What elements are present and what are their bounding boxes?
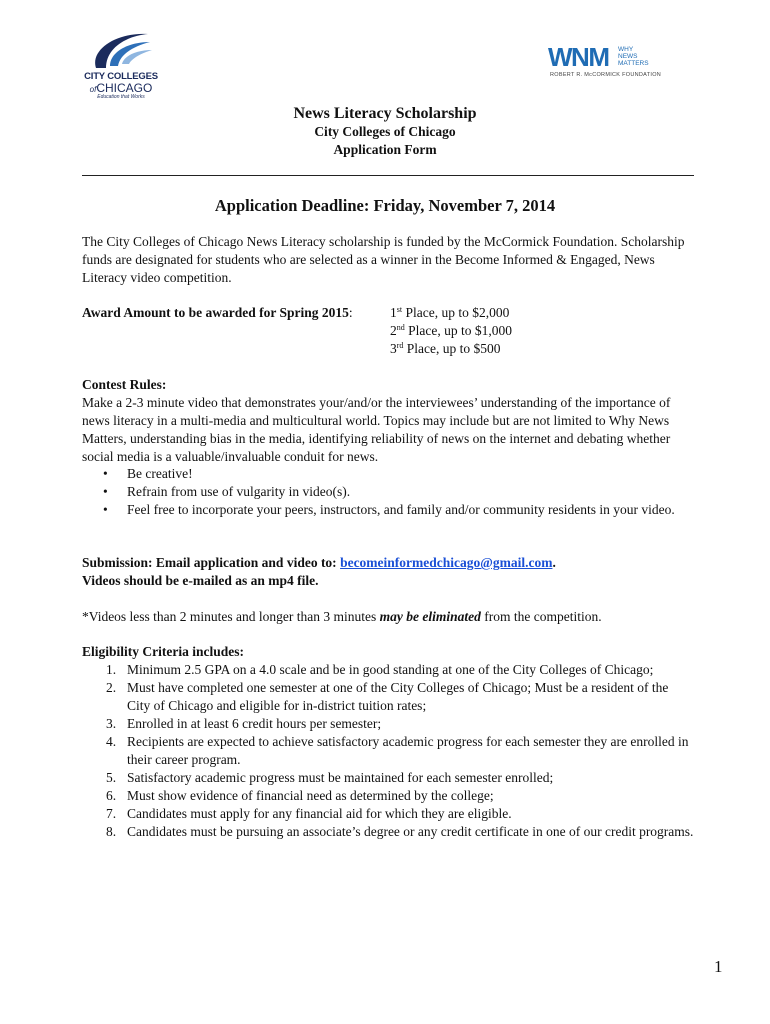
header-divider: [82, 175, 694, 176]
bullet-item: • Be creative!: [82, 465, 694, 483]
wnm-logo-foundation: ROBERT R. McCORMICK FOUNDATION: [550, 72, 662, 78]
award-label: [82, 304, 353, 322]
ccc-logo-line1: CITY COLLEGES: [84, 71, 158, 82]
ccc-logo-line2: [76, 82, 166, 94]
ccc-logo-tagline: Education that Works: [97, 93, 145, 100]
bullet-item: • Refrain from use of vulgarity in video(s).: [82, 483, 694, 501]
city-colleges-logo: [76, 28, 166, 104]
submission-suffix: .: [552, 555, 556, 570]
item-text: Recipients are expected to achieve satisfactory academic progress for each semester they are enrolled in their career program.: [127, 734, 689, 767]
award-place-3: [390, 340, 512, 358]
note-end: from the competition.: [480, 609, 602, 624]
note-start: *Videos less than 2 minutes and longer than 3 minutes: [82, 609, 380, 624]
item-text: Must have completed one semester at one of the City Colleges of Chicago; Must be a resident of the City of Chicago and eligible for in-district tuition rates;: [127, 680, 669, 713]
submission-line: [82, 554, 694, 572]
page-number: 1: [714, 957, 723, 976]
item-text: Minimum 2.5 GPA on a 4.0 scale and be in good standing at one of the City Colleges of Chicago;: [127, 662, 654, 677]
form-title: Application Form: [333, 142, 437, 157]
award-colon: :: [348, 305, 353, 320]
intro-paragraph: The City Colleges of Chicago News Literacy scholarship is funded by the McCormick Foundation. Scholarship funds are designated for students who are selected as a winner in the Become Informed & Engaged, News Literacy video competition.: [82, 234, 685, 285]
eligibility-item: [82, 679, 694, 715]
eligibility-item: [82, 787, 694, 805]
wnm-logo-letters: WNM: [548, 42, 609, 72]
eligibility-item: [82, 715, 694, 733]
contest-rules-body: Make a 2-3 minute video that demonstrates your/and/or the interviewees’ understanding of the importance of news literacy in a multi-media and multicultural world. Topics may include but are not limited to Why News Matters, understanding bias in the media, identifying reliability of news on the internet and debating whether social media is a valuable/invaluable conduit for news.: [82, 395, 671, 464]
award-place-sup: nd: [396, 323, 405, 332]
item-number: 5.: [106, 770, 117, 785]
eligibility-list: [82, 661, 694, 841]
item-number: 1.: [106, 662, 117, 677]
bullet-item: • Feel free to incorporate your peers, instructors, and family and/or community residents in your video.: [82, 501, 694, 519]
video-length-note: [82, 608, 694, 626]
wnm-logo-news: NEWS: [618, 53, 638, 60]
wnm-logo-why: WHY: [618, 46, 634, 53]
eligibility-item: [82, 805, 694, 823]
item-text: Candidates must be pursuing an associate’s degree or any credit certificate in one of our credit programs.: [127, 824, 694, 839]
item-number: 4.: [106, 734, 117, 749]
swoosh-icon: [76, 28, 166, 74]
award-place-text: Place, up to $2,000: [402, 305, 510, 320]
item-text: Enrolled in at least 6 credit hours per semester;: [127, 716, 382, 731]
application-deadline: Application Deadline: Friday, November 7, 2014: [214, 196, 556, 215]
award-place-2: [390, 322, 512, 340]
submission-format-line: Videos should be e-mailed as an mp4 file.: [82, 573, 319, 588]
page-subtitle: City Colleges of Chicago: [314, 124, 456, 139]
eligibility-item: [82, 661, 694, 679]
award-list: [390, 304, 512, 358]
wnm-logo-matters: MATTERS: [618, 60, 649, 67]
item-number: 6.: [106, 788, 117, 803]
item-number: 7.: [106, 806, 117, 821]
award-label-text: Award Amount to be awarded for Spring 2015: [82, 305, 349, 320]
item-text: Satisfactory academic progress must be maintained for each semester enrolled;: [127, 770, 554, 785]
eligibility-heading: Eligibility Criteria includes:: [82, 644, 244, 659]
item-number: 3.: [106, 716, 117, 731]
item-number: 2.: [106, 680, 117, 695]
ccc-logo-chicago: CHICAGO: [96, 80, 153, 95]
eligibility-item: [82, 823, 694, 841]
contest-rules-heading: Contest Rules:: [82, 377, 167, 392]
award-place-text: Place, up to $500: [403, 341, 501, 356]
award-place-sup: rd: [396, 341, 404, 350]
award-place-1: [390, 304, 512, 322]
award-place-num: 3: [390, 341, 397, 356]
award-place-text: Place, up to $1,000: [404, 323, 512, 338]
contest-rules-bullets: [82, 465, 694, 519]
submission-block: [82, 554, 694, 590]
award-place-num: 1: [390, 305, 397, 320]
page-title: News Literacy Scholarship: [293, 105, 477, 122]
award-place-num: 2: [390, 323, 397, 338]
why-news-matters-logo: [548, 42, 662, 84]
item-text: Must show evidence of financial need as determined by the college;: [127, 788, 494, 803]
submission-prefix: Submission: Email application and video to:: [82, 555, 341, 570]
item-text: Candidates must apply for any financial aid for which they are eligible.: [127, 806, 512, 821]
submission-email-link[interactable]: becomeinformedchicago@gmail.com: [340, 555, 553, 570]
ccc-logo-of: of: [89, 84, 97, 94]
note-emphasis: may be eliminated: [379, 609, 481, 624]
item-number: 8.: [106, 824, 117, 839]
eligibility-item: [82, 733, 694, 769]
award-place-sup: st: [396, 305, 403, 314]
eligibility-item: [82, 769, 694, 787]
wnm-logo-words: [618, 46, 649, 67]
